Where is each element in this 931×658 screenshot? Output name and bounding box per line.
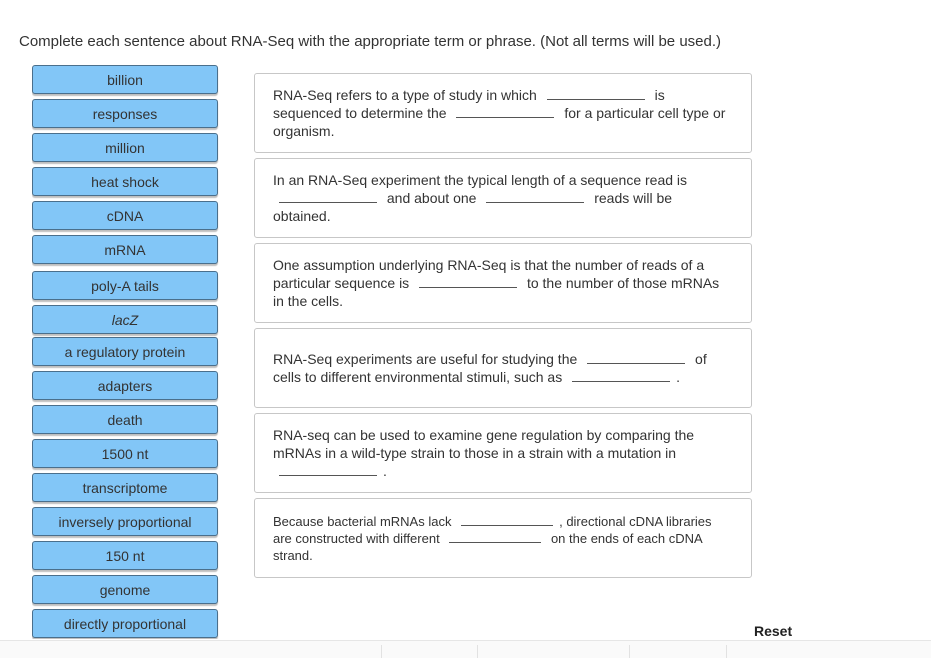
term-responses[interactable]: responses [32,99,218,128]
blank-drop-target[interactable] [547,89,645,100]
toolbar-divider [629,645,630,658]
term-death[interactable]: death [32,405,218,434]
term-inversely-proportional[interactable]: inversely proportional [32,507,218,536]
blank-drop-target[interactable] [572,371,670,382]
term-directly-proportional[interactable]: directly proportional [32,609,218,638]
sentence-text: RNA-Seq experiments are useful for studying the of cells to different environmental stimuli, such as . [273,351,707,385]
blank-drop-target[interactable] [449,532,541,543]
sentence-text: RNA-Seq refers to a type of study in which is sequenced to determine the for a particular cell type or organism. [273,87,726,139]
toolbar-divider [726,645,727,658]
term-lacz[interactable]: lacZ [32,305,218,334]
sentence-box-4 [254,328,752,408]
reset-button[interactable]: Reset [754,623,793,639]
instructions-text: Complete each sentence about RNA-Seq with the appropriate term or phrase. (Not all terms will be used.) [19,33,722,50]
blank-drop-target[interactable] [587,353,685,364]
toolbar-divider [381,645,382,658]
sentence-box-5 [254,413,752,493]
term-1500-nt[interactable]: 1500 nt [32,439,218,468]
sentence-box-6 [254,498,752,578]
term-a-regulatory-protein[interactable]: a regulatory protein [32,337,218,366]
bottom-toolbar [0,640,931,658]
term-genome[interactable]: genome [32,575,218,604]
sentence-text: RNA-seq can be used to examine gene regulation by comparing the mRNAs in a wild-type strain to those in a strain with a mutation in . [273,427,695,479]
term-heat-shock[interactable]: heat shock [32,167,218,196]
sentence-box-2 [254,158,752,238]
blank-drop-target[interactable] [456,107,554,118]
term-million[interactable]: million [32,133,218,162]
term-mrna[interactable]: mRNA [32,235,218,264]
term-transcriptome[interactable]: transcriptome [32,473,218,502]
sentence-text: Because bacterial mRNAs lack , directional cDNA libraries are constructed with different on the ends of each cDNA strand. [273,513,712,563]
term-adapters[interactable]: adapters [32,371,218,400]
term-150-nt[interactable]: 150 nt [32,541,218,570]
term-billion[interactable]: billion [32,65,218,94]
term-bank [32,65,222,639]
blank-drop-target[interactable] [279,465,377,476]
blank-drop-target[interactable] [461,515,553,526]
sentence-box-3 [254,243,752,323]
blank-drop-target[interactable] [279,192,377,203]
blank-drop-target[interactable] [486,192,584,203]
toolbar-divider [477,645,478,658]
term-cdna[interactable]: cDNA [32,201,218,230]
term-poly-a-tails[interactable]: poly-A tails [32,271,218,300]
sentence-box-1 [254,73,752,153]
sentence-text: One assumption underlying RNA-Seq is that the number of reads of a particular sequence is to the number of those mRNAs in the cells. [273,257,720,309]
blank-drop-target[interactable] [419,277,517,288]
sentence-text: In an RNA-Seq experiment the typical length of a sequence read is and about one reads will be obtained. [273,172,688,224]
